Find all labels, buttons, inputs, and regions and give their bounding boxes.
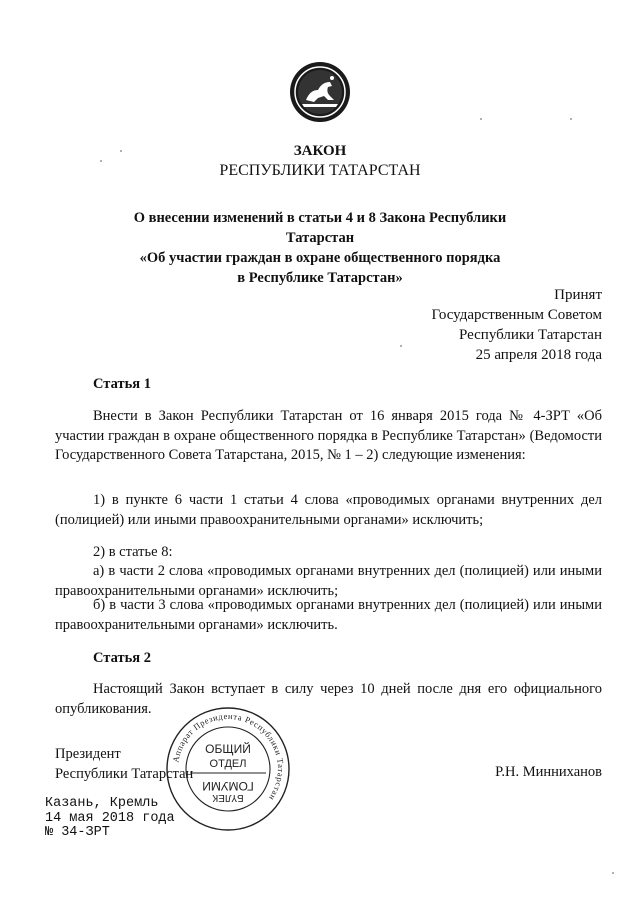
official-stamp: [164, 705, 292, 833]
adopted-line-2: Государственным Советом: [431, 307, 602, 323]
stamp-line-3: ГОМУМИ: [202, 779, 254, 793]
scan-speck: [480, 118, 482, 120]
scan-speck: [120, 150, 122, 152]
scan-speck: [612, 872, 614, 874]
adopted-line-3: Республики Татарстан: [458, 327, 602, 343]
footer-number: № 34-ЗРТ: [45, 825, 110, 840]
adoption-date: 25 апреля 2018 года: [475, 347, 602, 363]
footer-place: Казань, Кремль: [45, 796, 159, 811]
article-1-item-2: 2) в статье 8:: [93, 544, 173, 560]
adopted-line-1: Принят: [554, 287, 602, 303]
signer-name: Р.Н. Минниханов: [495, 764, 602, 780]
president-title-line-1: Президент: [55, 746, 121, 762]
law-title-line-1: О внесении изменений в статьи 4 и 8 Закона Республики Татарстан: [133, 210, 507, 246]
stamp-line-1: ОБЩИЙ: [205, 742, 251, 756]
law-heading: ЗАКОН: [293, 143, 347, 159]
law-title: [100, 208, 540, 288]
footer-date: 14 мая 2018 года: [45, 810, 175, 826]
law-title-line-3: в Республике Татарстан»: [237, 270, 403, 286]
scan-speck: [100, 160, 102, 162]
law-title-line-2: «Об участии граждан в охране общественного порядка: [139, 250, 501, 266]
article-1-heading: Статья 1: [93, 376, 151, 392]
footer-block: [45, 797, 175, 841]
tatarstan-emblem-icon: [288, 60, 352, 124]
stamp-line-4: БҮЛЕК: [212, 792, 244, 803]
scan-speck: [570, 118, 572, 120]
article-2-text: Настоящий Закон вступает в силу через 10 дней после дня его официального опубликования.: [55, 681, 602, 717]
article-1-item-1: 1) в пункте 6 части 1 статьи 4 слова «проводимых органами внутренних дел (полицией) или иными правоохранительными органами» исключить;: [55, 492, 602, 528]
republic-heading: РЕСПУБЛИКИ ТАТАРСТАН: [219, 162, 421, 179]
stamp-line-2: ОТДЕЛ: [209, 758, 247, 770]
adoption-block: [432, 285, 603, 365]
stamp-ring-text: Аппарат Президента Республики Татарстан: [170, 710, 287, 803]
article-2-heading: Статья 2: [93, 650, 151, 666]
article-1-intro: Внести в Закон Республики Татарстан от 16 января 2015 года № 4-ЗРТ «Об участии граждан в охране общественного порядка в Республике Татарстан» (Ведомости Государственного Совета Татарстана, 2015, № 1 – 2) следующие изменения:: [55, 408, 602, 463]
scan-speck: [400, 345, 402, 347]
president-title-line-2: Республики Татарстан: [55, 766, 194, 782]
article-1-item-2b: б) в части 3 слова «проводимых органами внутренних дел (полицией) или иными правоохранительными органами» исключить.: [55, 597, 602, 633]
article-1-item-2a: а) в части 2 слова «проводимых органами внутренних дел (полицией) или иными правоохранительными органами» исключить;: [55, 563, 602, 599]
